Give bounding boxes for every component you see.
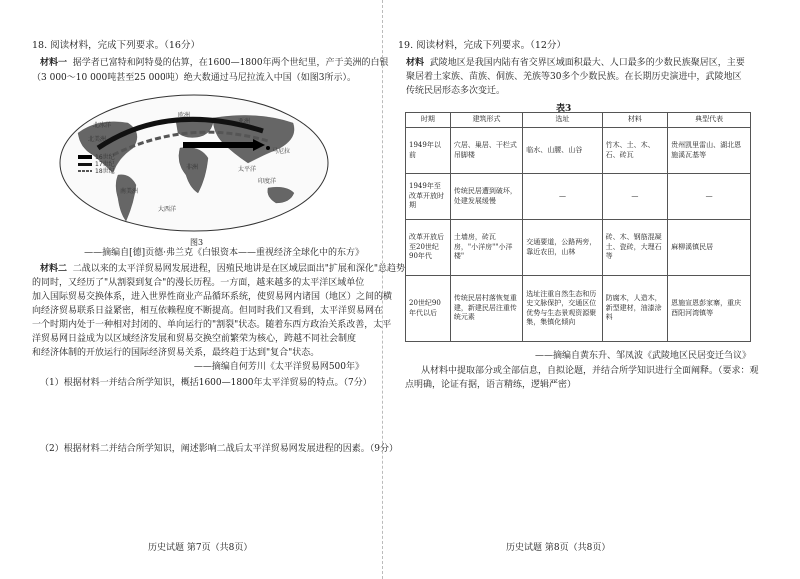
cell-example: — — [668, 174, 751, 220]
material1-text-1: 据学者已富特和阿特曼的估算，在1600—1800年两个世纪里，产于美洲的白银 — [72, 58, 389, 68]
col-site: 选址 — [523, 113, 602, 128]
material2-text-2: 的同时，又经历了"从割裂到复合"的漫长历程。一方面，越来越多的太平洋区域单位 — [32, 278, 365, 288]
q18-heading: 18. 阅读材料，完成下列要求。（16分） — [32, 40, 200, 51]
cell-site: 选址注重自然生态和历史文脉保护，交通区位优势与生态景观资源聚集，集镇化倾向 — [523, 276, 602, 342]
table-row — [406, 276, 751, 342]
footer-right: 历史试题 第8页（共8页） — [506, 543, 611, 553]
q19-material-text-3: 传统民居形态多次变迁。 — [406, 86, 506, 96]
cell-form: 传统民居遭到破坏，处建发展缓慢 — [450, 174, 522, 220]
material2-tag: 材料二 — [40, 264, 68, 274]
label-pacific: 太平洋 — [238, 166, 257, 173]
q19-task-1: 从材料中提取部分或全部信息，自拟论题，并结合所学知识进行全面阐释。（要求：观 — [421, 366, 759, 376]
footer-left: 历史试题 第7页（共8页） — [148, 543, 253, 553]
label-atlantic: 大西洋 — [158, 206, 177, 213]
table-title: 表3 — [556, 104, 572, 114]
label-north-america: 北美洲 — [88, 136, 107, 143]
cell-example: 恩施宣恩彭家寨，重庆酉阳河湾镇等 — [668, 276, 751, 342]
cell-period: 改革开放后至20世纪90年代 — [406, 220, 451, 276]
col-period: 时期 — [406, 113, 451, 128]
q18-material1-line-1 — [40, 57, 389, 69]
cell-form: 土墙房，砖瓦房，"小洋房""小洋楼" — [450, 220, 522, 276]
cell-material: — — [602, 174, 668, 220]
table-row — [406, 174, 751, 220]
legend-16th: 16世纪 — [95, 154, 115, 161]
cell-form: 穴居、巢居、干栏式吊脚楼 — [450, 128, 522, 174]
cell-material: 砖、木、钢筋混凝土、瓷砖，大理石等 — [602, 220, 668, 276]
silver-trade-map — [58, 93, 330, 233]
table-row — [406, 128, 751, 174]
cell-period: 20世纪90年代以后 — [406, 276, 451, 342]
material2-text-3: 加入国际贸易交换体系，进入世界性商业产品循环系统，使贸易网内诸国（地区）之间的横 — [32, 292, 393, 302]
col-example: 典型代表 — [668, 113, 751, 128]
cell-site: — — [523, 174, 602, 220]
cell-material: 竹木、土、木、石、砖瓦 — [602, 128, 668, 174]
material2-source: ——摘编自何芳川《太平洋贸易网500年》 — [193, 362, 364, 372]
material2-text-5: 一个时期内处于一种相对封闭的、单向运行的"割裂"状态。随着东西方政治关系改善，太平 — [32, 320, 392, 330]
cell-form: 传统民居村落恢复重建，新建民居注重传统元素 — [450, 276, 522, 342]
q18-material2-line-1 — [40, 263, 405, 275]
label-south-america: 南美洲 — [120, 188, 139, 195]
material1-source: ——摘编自[德]贡德·弗兰克《白银资本——重视经济全球化中的东方》 — [84, 248, 364, 258]
table-header-row — [406, 113, 751, 128]
col-material: 材料 — [602, 113, 668, 128]
label-africa: 非洲 — [186, 164, 199, 171]
cell-site: 临水、山腰、山谷 — [523, 128, 602, 174]
cell-material: 防腐木，人造木，新型建材，油漆涂料 — [602, 276, 668, 342]
q19-material-line-1 — [406, 57, 745, 69]
q19-material-text-2: 聚居着土家族、苗族、侗族、羌族等30多个少数民族。在长期历史演进中，武陵地区 — [406, 72, 742, 82]
material2-text-4: 向经济贸易联系日益紧密，相互依赖程度不断提高。但同时我们又看到，太平洋贸易网在 — [32, 306, 384, 316]
q19-task-2: 点明确，论证有据，语言精练，逻辑严密） — [405, 380, 577, 390]
label-north-ocean: 北冰洋 — [93, 122, 112, 129]
legend-18th: 18世纪 — [95, 168, 115, 175]
material1-text-2: （3 000～10 000吨甚至25 000吨）绝大数通过马尼拉流入中国（如图3所示）。 — [32, 73, 356, 83]
q19-source: ——摘编自黄东升、邹凤波《武陵地区民居变迁刍议》 — [534, 351, 751, 361]
housing-table — [405, 112, 751, 342]
material2-text-6: 洋贸易网日益成为以区域经济发展和贸易交换空前繁荣为核心，跨越不同社会制度 — [32, 334, 357, 344]
q19-heading: 19. 阅读材料，完成下列要求。（12分） — [398, 40, 566, 51]
map-caption: 图3 — [190, 238, 204, 247]
cell-site: 交通要道，公路两旁，靠近农田，山林 — [523, 220, 602, 276]
cell-period: 1949年以前 — [406, 128, 451, 174]
map-legend — [78, 153, 115, 175]
material2-text-1: 二战以来的太平洋贸易网发展进程，因殖民地讲是在区域层面出"扩展和深化"总趋势 — [72, 264, 406, 274]
cell-example: 麻柳溪镇民居 — [668, 220, 751, 276]
cell-period: 1949年至改革开放时期 — [406, 174, 451, 220]
label-manila: 马尼拉 — [272, 148, 291, 155]
q18-sub1: （1）根据材料一并结合所学知识，概括1600—1800年太平洋贸易的特点。（7分） — [40, 378, 372, 388]
q18-sub2: （2）根据材料二并结合所学知识，阐述影响二战后太平洋贸易网发展进程的因素。（9分） — [40, 444, 398, 454]
legend-17th: 17世纪 — [95, 161, 115, 168]
label-asia: 亚洲 — [238, 118, 251, 125]
cell-example: 贵州凯里雷山、湖北恩施溪瓦基等 — [668, 128, 751, 174]
col-form: 建筑形式 — [450, 113, 522, 128]
q19-material-tag: 材料 — [406, 58, 425, 68]
material2-text-7: 和经济体制的开放运行的国际经济贸易关系，最终趋于达到"复合"状态。 — [32, 348, 320, 358]
label-indian: 印度洋 — [258, 178, 277, 185]
table-row — [406, 220, 751, 276]
material1-tag: 材料一 — [40, 58, 68, 68]
manila-marker — [266, 146, 270, 150]
q19-material-text-1: 武陵地区是我国内陆有省交界区域面积最大、人口最多的少数民族聚居区，主要 — [429, 58, 745, 68]
label-europe: 欧洲 — [178, 112, 191, 119]
